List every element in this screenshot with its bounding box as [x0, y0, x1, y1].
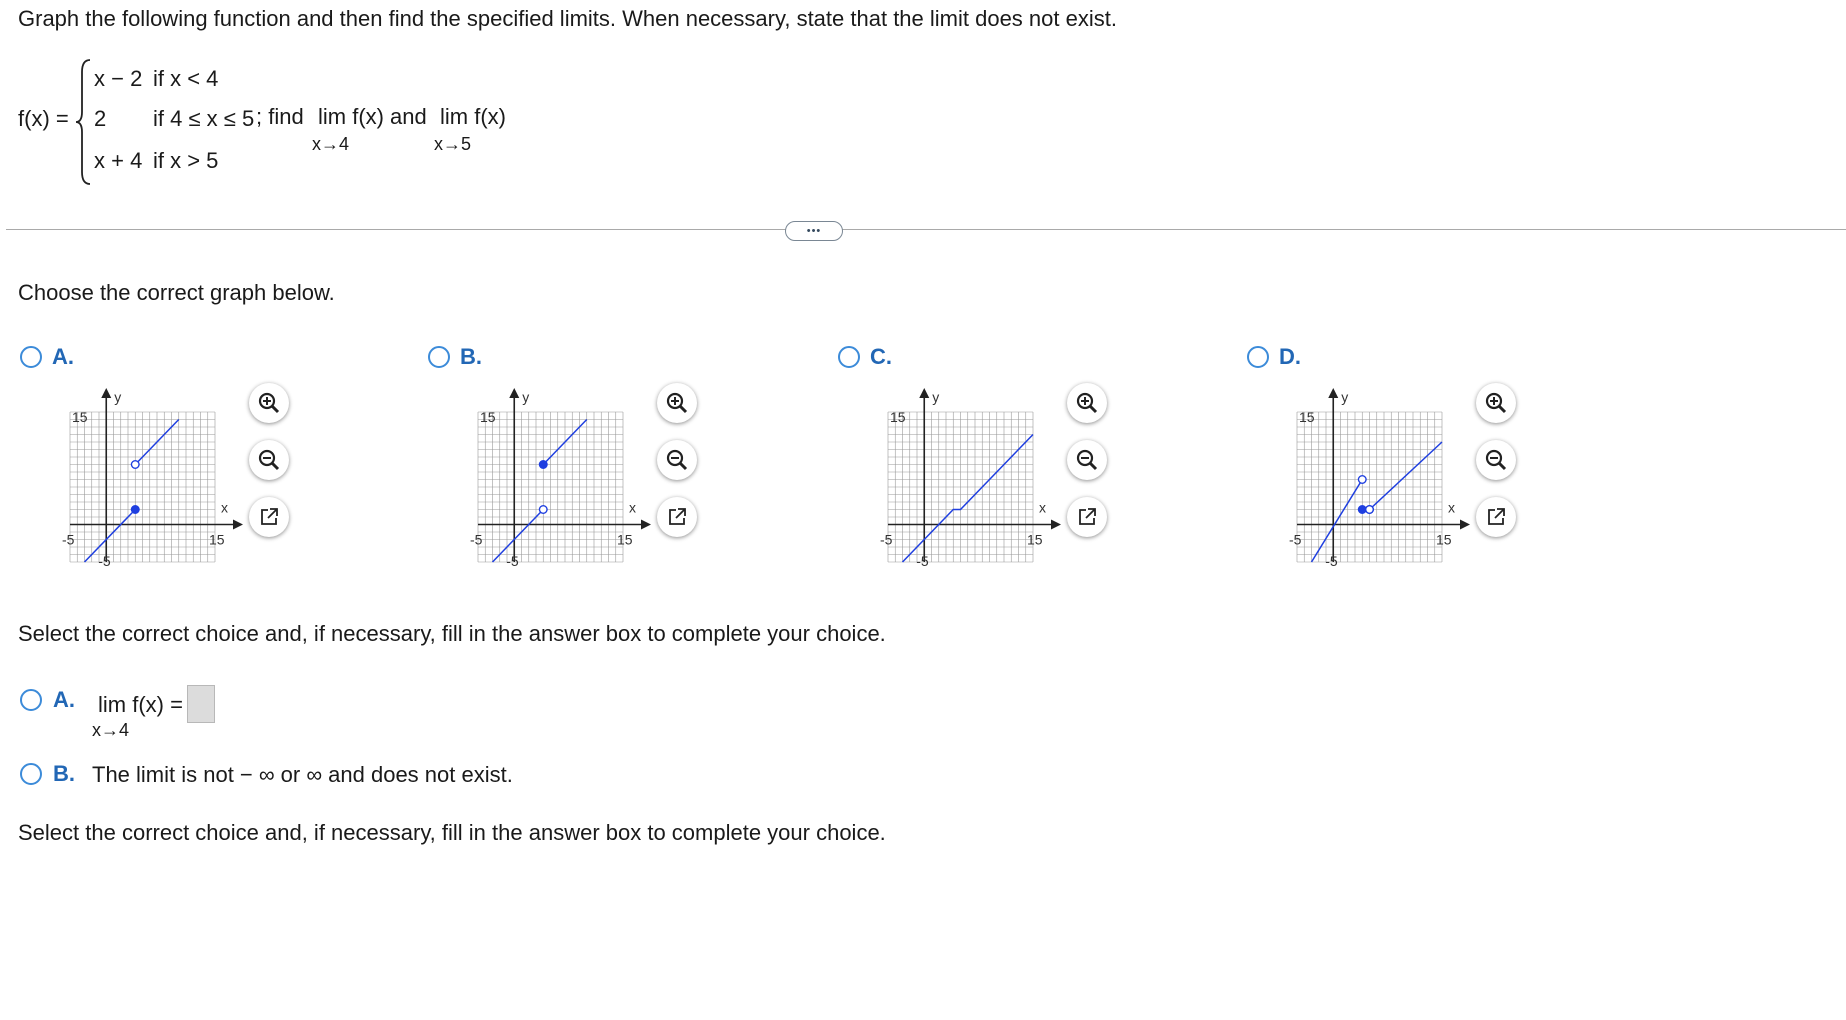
- graph-option-a-zoom-out-button[interactable]: [249, 440, 289, 480]
- pop-out-icon: [666, 506, 688, 528]
- graph-option-b-label: B.: [460, 344, 482, 369]
- tick-x-right: 15: [1436, 531, 1452, 548]
- tick-y-bottom: -5: [916, 553, 929, 569]
- graph-option-a-zoom-in-button[interactable]: [249, 383, 289, 423]
- limit-prompt-1: Select the correct choice and, if necessary, fill in the answer box to complete your choice.: [18, 621, 886, 646]
- graph-option-d-zoom-in-button[interactable]: [1476, 383, 1516, 423]
- pop-out-icon: [258, 506, 280, 528]
- piece-1-expr: x − 2: [94, 66, 143, 91]
- limit-answer-box[interactable]: [187, 685, 215, 723]
- limit-choice-a-label: A.: [53, 687, 75, 712]
- expand-more-button[interactable]: [785, 221, 843, 241]
- x-axis-arrow: [233, 520, 243, 530]
- graph-option-a-radio[interactable]: [20, 346, 42, 368]
- limit-choice-a-radio[interactable]: [20, 689, 42, 711]
- y-axis-label: y: [1341, 389, 1349, 405]
- chart-grid: [70, 412, 215, 562]
- open-endpoint: [1366, 506, 1374, 514]
- tick-x-left: -5: [1289, 531, 1302, 548]
- graph-option-b-zoom-out-button[interactable]: [657, 440, 697, 480]
- chart-grid: [1297, 412, 1442, 562]
- graph-option-c-zoom-in-button[interactable]: [1067, 383, 1107, 423]
- zoom-out-icon: [665, 448, 689, 472]
- tick-x-right: 15: [1027, 531, 1043, 548]
- closed-endpoint: [131, 506, 139, 514]
- chart-grid: [888, 412, 1033, 562]
- graph-option-b-pop-out-button[interactable]: [657, 497, 697, 537]
- pop-out-icon: [1076, 506, 1098, 528]
- tick-y-top: 15: [480, 409, 496, 425]
- function-name: f(x) =: [18, 106, 69, 131]
- open-endpoint: [539, 506, 547, 514]
- graph-option-d-radio[interactable]: [1247, 346, 1269, 368]
- piece-2-expr: 2: [94, 106, 107, 131]
- x-axis-arrow: [1460, 520, 1470, 530]
- piece-1-cond: if x < 4: [153, 66, 219, 91]
- tick-y-bottom: -5: [98, 553, 111, 569]
- graph-option-b-chart[interactable]: [468, 382, 658, 572]
- tick-y-bottom: -5: [1325, 553, 1338, 569]
- zoom-out-icon: [257, 448, 281, 472]
- find-text: ; find: [256, 104, 304, 129]
- piece-3-cond: if x > 5: [153, 148, 219, 173]
- tick-x-right: 15: [209, 531, 225, 548]
- graph-option-c-radio[interactable]: [838, 346, 860, 368]
- limit-choice-a-sub: x→4: [92, 720, 130, 740]
- graph-option-c-label: C.: [870, 344, 892, 369]
- limit-2-sub: x→5: [434, 134, 472, 154]
- x-axis-label: x: [1448, 499, 1455, 516]
- tick-x-left: -5: [470, 531, 483, 548]
- open-endpoint: [131, 461, 139, 469]
- chart-grid: [478, 412, 623, 562]
- tick-y-top: 15: [72, 409, 88, 425]
- y-axis-label: y: [522, 389, 530, 405]
- limit-choice-b-radio[interactable]: [20, 763, 42, 785]
- zoom-out-icon: [1075, 448, 1099, 472]
- limit-choice-b-label: B.: [53, 761, 75, 786]
- graph-option-d-zoom-out-button[interactable]: [1476, 440, 1516, 480]
- more-dots: •••: [806, 225, 822, 237]
- graph-option-c-pop-out-button[interactable]: [1067, 497, 1107, 537]
- y-axis-arrow: [101, 388, 111, 398]
- limit-2-text: lim f(x): [440, 104, 506, 129]
- y-axis-arrow: [1328, 388, 1338, 398]
- tick-y-bottom: -5: [506, 553, 519, 569]
- limit-1-sub: x→4: [312, 134, 350, 154]
- limit-choice-b-text: The limit is not − ∞ or ∞ and does not exist.: [92, 762, 513, 787]
- zoom-in-icon: [257, 391, 281, 415]
- graph-option-b-radio[interactable]: [428, 346, 450, 368]
- x-axis-label: x: [1039, 499, 1046, 516]
- series-left: [1312, 480, 1363, 563]
- graph-option-a-label: A.: [52, 344, 74, 369]
- tick-y-top: 15: [1299, 409, 1315, 425]
- open-endpoint: [1358, 476, 1366, 484]
- y-axis-label: y: [932, 389, 940, 405]
- zoom-in-icon: [1484, 391, 1508, 415]
- y-axis-arrow: [919, 388, 929, 398]
- tick-y-top: 15: [890, 409, 906, 425]
- tick-x-right: 15: [617, 531, 633, 548]
- x-axis-arrow: [1051, 520, 1061, 530]
- graph-option-a-chart[interactable]: [60, 382, 250, 572]
- piecewise-brace: [74, 58, 94, 186]
- graph-option-c-chart[interactable]: [878, 382, 1068, 572]
- graph-option-b-zoom-in-button[interactable]: [657, 383, 697, 423]
- question-instruction: Graph the following function and then find the specified limits. When necessary, state that the limit does not exist.: [18, 6, 1117, 31]
- x-axis-label: x: [221, 499, 228, 516]
- limit-1-text: lim f(x): [318, 104, 384, 129]
- limit-prompt-2: Select the correct choice and, if necessary, fill in the answer box to complete your choice.: [18, 820, 886, 845]
- piece-3-expr: x + 4: [94, 148, 143, 173]
- y-axis-label: y: [114, 389, 122, 405]
- tick-x-left: -5: [880, 531, 893, 548]
- x-axis-arrow: [641, 520, 651, 530]
- y-axis-arrow: [509, 388, 519, 398]
- zoom-in-icon: [1075, 391, 1099, 415]
- graph-option-d-chart[interactable]: [1287, 382, 1477, 572]
- zoom-in-icon: [665, 391, 689, 415]
- zoom-out-icon: [1484, 448, 1508, 472]
- graph-option-a-pop-out-button[interactable]: [249, 497, 289, 537]
- graph-option-d-pop-out-button[interactable]: [1476, 497, 1516, 537]
- graph-option-c-zoom-out-button[interactable]: [1067, 440, 1107, 480]
- closed-endpoint: [1358, 506, 1366, 514]
- pop-out-icon: [1485, 506, 1507, 528]
- piece-2-cond: if 4 ≤ x ≤ 5: [153, 106, 255, 131]
- graph-option-d-label: D.: [1279, 344, 1301, 369]
- limit-choice-a-text: lim f(x) =: [98, 692, 183, 717]
- closed-endpoint: [539, 461, 547, 469]
- tick-x-left: -5: [62, 531, 75, 548]
- x-axis-label: x: [629, 499, 636, 516]
- graph-prompt: Choose the correct graph below.: [18, 280, 335, 305]
- section-divider: [6, 229, 1846, 230]
- and-text: and: [390, 104, 427, 129]
